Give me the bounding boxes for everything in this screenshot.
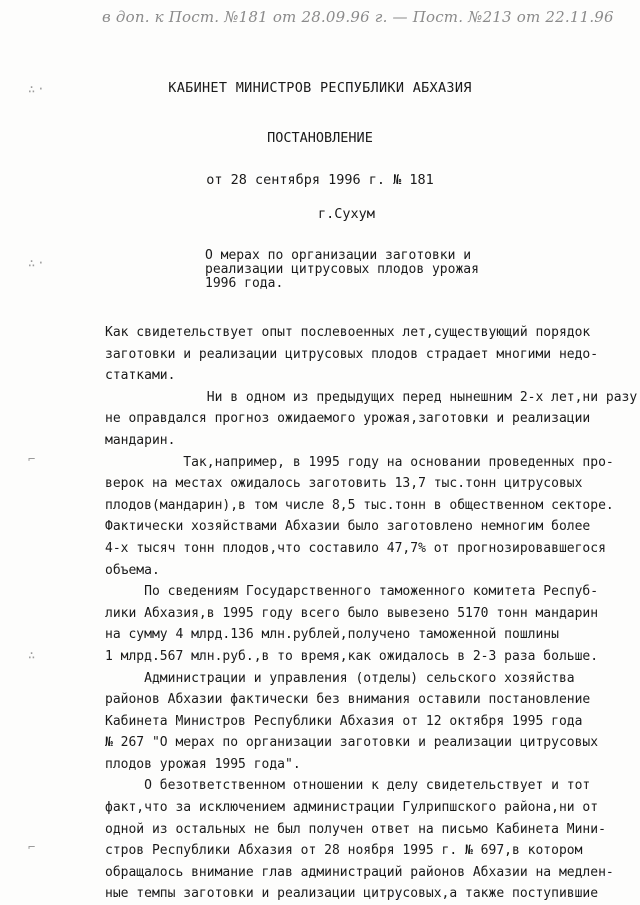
subject-line: 1996 года. bbox=[205, 276, 284, 291]
body-line: объема. bbox=[105, 562, 160, 578]
margin-mark: ⌐ bbox=[28, 452, 38, 466]
body-line: стров Республики Абхазия от 28 ноября 1995 г. № 697,в котором bbox=[105, 843, 583, 859]
body-line: не оправдался прогноз ожидаемого урожая,заготовки и реализации bbox=[105, 411, 591, 427]
body-line: лики Абхазия,в 1995 году всего было вывезено 5170 тонн мандарин bbox=[105, 605, 599, 621]
document-type: ПОСТАНОВЛЕНИЕ bbox=[267, 130, 373, 146]
body-line: мандарин. bbox=[105, 432, 176, 448]
body-line: районов Абхазии фактически без внимания оставили постановление bbox=[105, 692, 591, 708]
body-line: Кабинета Министров Республики Абхазия от 12 октября 1995 года bbox=[105, 713, 583, 729]
body-line: 4-х тысяч тонн плодов,что составило 47,7% от прогнозировавшегося bbox=[105, 540, 606, 556]
body-text bbox=[105, 322, 638, 905]
body-line: О безответственном отношении к делу свидетельствует и тот bbox=[105, 778, 591, 794]
margin-mark: ∴ bbox=[28, 648, 38, 662]
body-line: одной из остальных не был получен ответ на письмо Кабинета Мини- bbox=[105, 821, 606, 837]
subject-line: О мерах по организации заготовки и bbox=[205, 248, 472, 263]
subject-line: реализации цитрусовых плодов урожая bbox=[205, 262, 479, 277]
body-line: статками. bbox=[105, 368, 176, 384]
body-line: 1 млрд.567 млн.руб.,в то время,как ожидалось в 2-3 раза больше. bbox=[105, 648, 599, 664]
handwritten-annotation: в доп. к Пост. №181 от 28.09.96 г. — Пост. №213 от 22.11.96 bbox=[102, 8, 614, 26]
body-line: Так,например, в 1995 году на основании проведенных про- bbox=[105, 454, 614, 470]
issuer-title: КАБИНЕТ МИНИСТРОВ РЕСПУБЛИКИ АБХАЗИЯ bbox=[168, 80, 472, 96]
margin-mark: ⌐ bbox=[28, 840, 38, 854]
body-line: № 267 "О мерах по организации заготовки и реализации цитрусовых bbox=[105, 735, 599, 751]
body-line: обращалось внимание глав администраций районов Абхазии на медлен- bbox=[105, 864, 614, 880]
body-line: плодов урожая 1995 года". bbox=[105, 756, 301, 772]
date-and-number: от 28 сентября 1996 г. № 181 bbox=[206, 172, 434, 188]
city: г.Сухум bbox=[318, 206, 375, 222]
body-line: Ни в одном из предыдущих перед нынешним 2-х лет,ни разу bbox=[105, 389, 638, 405]
body-line: По сведениям Государственного таможенного комитета Респуб- bbox=[105, 584, 599, 600]
body-line: Администрации и управления (отделы) сельского хозяйства bbox=[105, 670, 575, 686]
body-line: Как свидетельствует опыт послевоенных лет,существующий порядок bbox=[105, 325, 591, 340]
margin-mark: ∴· bbox=[28, 82, 47, 96]
body-line: плодов(мандарин),в том числе 8,5 тыс.тонн в общественном секторе. bbox=[105, 497, 614, 513]
body-line: заготовки и реализации цитрусовых плодов страдает многими недо- bbox=[105, 346, 599, 362]
body-line: Фактически хозяйствами Абхазии было заготовлено немногим более bbox=[105, 519, 591, 535]
margin-mark: ∴· bbox=[28, 256, 47, 270]
body-line: на сумму 4 млрд.136 млн.рублей,получено таможенной пошлины bbox=[105, 627, 559, 643]
body-line: факт,что за исключением администрации Гулрипшского района,ни от bbox=[105, 800, 599, 816]
subject-block bbox=[205, 249, 479, 291]
body-line: верок на местах ожидалось заготовить 13,7 тыс.тонн цитрусовых bbox=[105, 476, 583, 492]
body-line: ные темпы заготовки и реализации цитрусовых,а также поступившие bbox=[105, 886, 599, 902]
